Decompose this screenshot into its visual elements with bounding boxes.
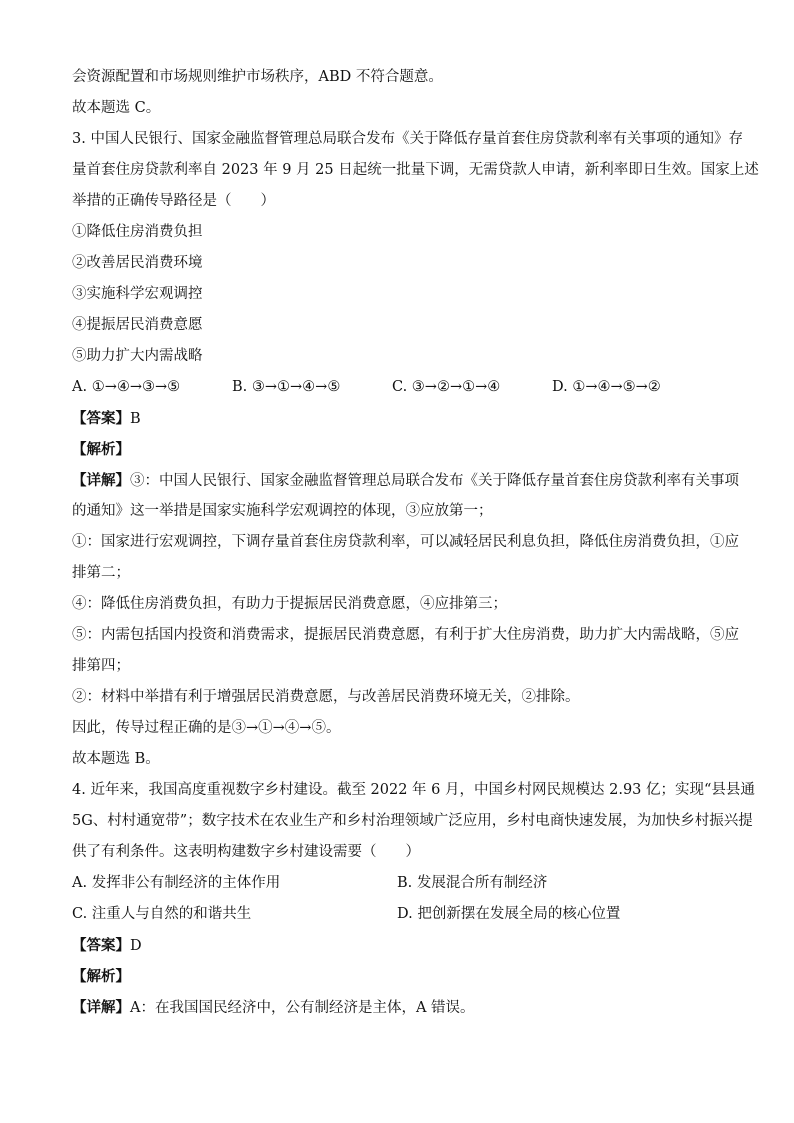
question-4 — [72, 775, 755, 1023]
detail-line: ②：材料中举措有利于增强居民消费意愿，与改善居民消费环境无关，②排除。 — [72, 689, 580, 705]
detail-line: ⑤：内需包括国内投资和消费需求，提振居民消费意愿，有利于扩大住房消费，助力扩大内需战略，⑤应 — [72, 627, 739, 643]
detail-line: 故本题选 B。 — [72, 751, 160, 767]
option-c: C. 注重人与自然的和谐共生 — [72, 906, 252, 922]
detail-line — [72, 992, 732, 1023]
detail-text: ③：中国人民银行、国家金融监督管理总局联合发布《关于降低存量首套住房贷款利率有关事项 — [130, 473, 739, 489]
answer-line — [72, 403, 732, 434]
detail-line: ④：降低住房消费负担，有助力于提振居民消费意愿，④应排第三； — [72, 596, 507, 612]
option-d: D. 把创新摆在发展全局的核心位置 — [397, 906, 621, 922]
analysis-tag: 【解析】 — [72, 441, 130, 458]
question-stem-line: 量首套住房贷款利率自 2023 年 9 月 25 日起统一批量下调，无需贷款人申请，新利率即日生效。国家上述 — [72, 162, 759, 178]
analysis-heading — [72, 434, 732, 465]
option-a: A. ①→④→③→⑤ — [72, 379, 181, 395]
detail-line: 因此，传导过程正确的是③→①→④→⑤。 — [72, 720, 341, 736]
answer-tag: 【答案】 — [72, 410, 130, 427]
option-c: C. ③→②→①→④ — [392, 379, 501, 395]
statement-item: ③实施科学宏观调控 — [72, 286, 203, 302]
text-line: 故本题选 C。 — [72, 100, 161, 116]
detail-line: 的通知》这一举措是国家实施科学宏观调控的体现，③应放第一； — [72, 503, 493, 519]
detail-tag: 【详解】 — [72, 472, 130, 489]
document-page — [72, 62, 759, 1023]
detail-text: A：在我国国民经济中，公有制经济是主体，A 错误。 — [130, 1000, 475, 1016]
answer-tag: 【答案】 — [72, 937, 130, 954]
options-row — [72, 899, 732, 930]
option-a: A. 发挥非公有制经济的主体作用 — [72, 875, 281, 891]
analysis-heading — [72, 961, 732, 992]
statement-item: ⑤助力扩大内需战略 — [72, 348, 203, 364]
options-row — [72, 372, 732, 403]
detail-line: ①：国家进行宏观调控，下调存量首套住房贷款利率，可以减轻居民利息负担，降低住房消费负担，①应 — [72, 534, 739, 550]
question-stem-line: 供了有利条件。这表明构建数字乡村建设需要（ ） — [72, 844, 420, 860]
question-3 — [72, 124, 759, 775]
options-row — [72, 868, 732, 899]
detail-tag: 【详解】 — [72, 999, 130, 1016]
analysis-tag: 【解析】 — [72, 968, 130, 985]
detail-line — [72, 465, 739, 496]
detail-line: 排第四； — [72, 658, 130, 674]
question-stem-line: 4. 近年来，我国高度重视数字乡村建设。截至 2022 年 6 月，中国乡村网民规模达 2.93 亿；实现“县县通 — [72, 782, 755, 798]
question-stem-line: 3. 中国人民银行、国家金融监督管理总局联合发布《关于降低存量首套住房贷款利率有关事项的通知》存 — [72, 131, 743, 147]
answer-value: B — [130, 411, 141, 427]
statement-item: ④提振居民消费意愿 — [72, 317, 203, 333]
statement-item: ②改善居民消费环境 — [72, 255, 203, 271]
question-stem-line: 5G、村村通宽带”；数字技术在农业生产和乡村治理领域广泛应用，乡村电商快速发展，为加快乡村振兴提 — [72, 813, 753, 829]
option-b: B. ③→①→④→⑤ — [232, 379, 341, 395]
option-d: D. ①→④→⑤→② — [552, 379, 661, 395]
text-line: 会资源配置和市场规则维护市场秩序，ABD 不符合题意。 — [72, 69, 443, 85]
question-stem-line: 举措的正确传导路径是（ ） — [72, 193, 275, 209]
option-b: B. 发展混合所有制经济 — [397, 875, 548, 891]
statement-item: ①降低住房消费负担 — [72, 224, 203, 240]
answer-value: D — [130, 938, 142, 954]
answer-line — [72, 930, 732, 961]
detail-line: 排第二； — [72, 565, 130, 581]
